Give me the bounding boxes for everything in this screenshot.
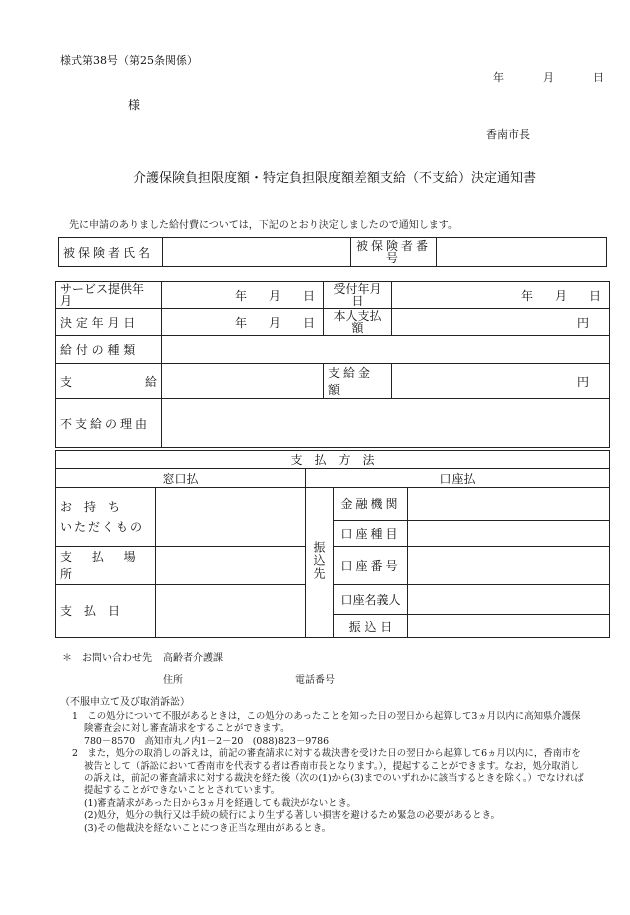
note-1-line-2: 険審査会に対し審査請求をすることができます。 [84,723,290,735]
payment-method-title: 支 払 方 法 [56,451,610,469]
contact-dept: 高齢者介護課 [163,653,223,664]
intro-text: 先に申請のありました給付費については，下記のとおり決定しましたので通知します。 [69,220,458,231]
bring-items-label: お 持 ち いただくもの [56,487,156,546]
account-holder-label: 口座名義人 [334,584,408,615]
note-2-line-2: 被告として（訴訟において香南市を代表する者は香南市長となります。），提起することができます。なお，処分取消し [84,760,580,772]
service-month-field[interactable]: 年 月 日 [162,282,324,309]
reason-field[interactable] [162,399,610,448]
transfer-day-field[interactable] [408,615,610,638]
issuer: 香南市長 [486,128,530,141]
contact-address: 住所 [163,675,183,686]
account-type-field[interactable] [408,520,610,546]
decision-date-field[interactable]: 年 月 日 [162,309,324,336]
pay-day-field[interactable] [156,584,306,637]
pay-day-label: 支 払 日 [56,584,156,637]
receipt-date-field[interactable]: 年 月 日 [392,282,610,309]
counter-payment-header: 窓口払 [56,469,306,487]
date-year-label: 年 [493,71,504,84]
self-pay-field[interactable]: 円 [392,309,610,336]
account-holder-field[interactable] [408,584,610,615]
contact-mark: ＊ [62,653,72,664]
date-month-label: 月 [543,71,554,84]
transfer-label: 振込先 [306,487,334,637]
addressee-suffix: 様 [128,98,141,112]
note-2-item-1: (1)審査請求があった日から3ヵ月を経過しても裁決がないとき。 [84,797,356,809]
benefit-table [55,281,610,448]
contact-label: お問い合わせ先 [82,653,152,664]
bank-field[interactable] [408,487,610,520]
payment-field[interactable] [162,364,324,399]
note-2-line-3: の訴えは，前記の審査請求に対する裁決を経た後（次の(1)から(3)までのいずれかに該当するときを除く。）でなければ [84,773,584,785]
reason-label: 不支給の理由 [56,399,162,448]
receipt-date-label: 受付年月 日 [324,282,392,309]
note-1-line-3: 780－8570 高知市丸ノ内1－2－20 (088)823－9786 [84,735,330,747]
contact-phone: 電話番号 [295,675,335,686]
payment-amount-label: 支給金額 [324,364,392,399]
note-2-item-3: (3)その他裁決を経ないことにつき正当な理由があるとき。 [84,822,332,834]
pay-place-field[interactable] [156,546,306,584]
account-no-label: 口座番号 [334,546,408,584]
pay-place-label: 支 払 場 所 [56,546,156,584]
transfer-day-label: 振 込 日 [334,615,408,638]
payment-method-table [55,450,610,638]
insured-number-label: 被保険者番 号 [351,238,437,267]
benefit-type-label: 給 付 の 種 類 [56,336,162,364]
note-2-line-4: 提起することができないこととされています。 [84,785,281,797]
insured-number-field[interactable] [437,238,607,267]
bank-label: 金融機関 [334,487,408,520]
insured-table [58,237,607,267]
bring-items-field[interactable] [156,487,306,546]
note-1-line-1: 1 この処分について不服があるときは，この処分のあったことを知った日の翌日から起算して3ヵ月以内に高知県介護保 [72,711,581,722]
benefit-type-field[interactable] [162,336,610,364]
insured-name-field[interactable] [163,238,351,267]
form-number: 様式第38号（第25条関係） [60,54,198,67]
page-title: 介護保険負担限度額・特定負担限度額差額支給（不支給）決定通知書 [133,171,537,186]
self-pay-label: 本人支払 額 [324,309,392,336]
notes-body [72,711,584,835]
payment-label: 支 給 [56,364,162,399]
insured-name-label: 被保険者氏名 [59,238,163,267]
account-payment-header: 口座払 [306,469,610,487]
date-day-label: 日 [593,71,604,84]
note-2-line-1: 2 また，処分の取消しの訴えは，前記の審査請求に対する裁決書を受けた日の翌日から起算して6ヵ月以内に，香南市を [72,748,581,760]
service-month-label: サービス提供年 月 [56,282,162,309]
note-2-item-2: (2)処分，処分の執行又は手続の続行により生ずる著しい損害を避けるため緊急の必要があるとき。 [84,810,501,822]
account-type-label: 口座種目 [334,520,408,546]
decision-date-label: 決 定 年 月 日 [56,309,162,336]
account-no-field[interactable] [408,546,610,584]
payment-amount-field[interactable]: 円 [392,364,610,399]
notes-heading: （不服申立て及び取消訴訟） [60,697,190,708]
